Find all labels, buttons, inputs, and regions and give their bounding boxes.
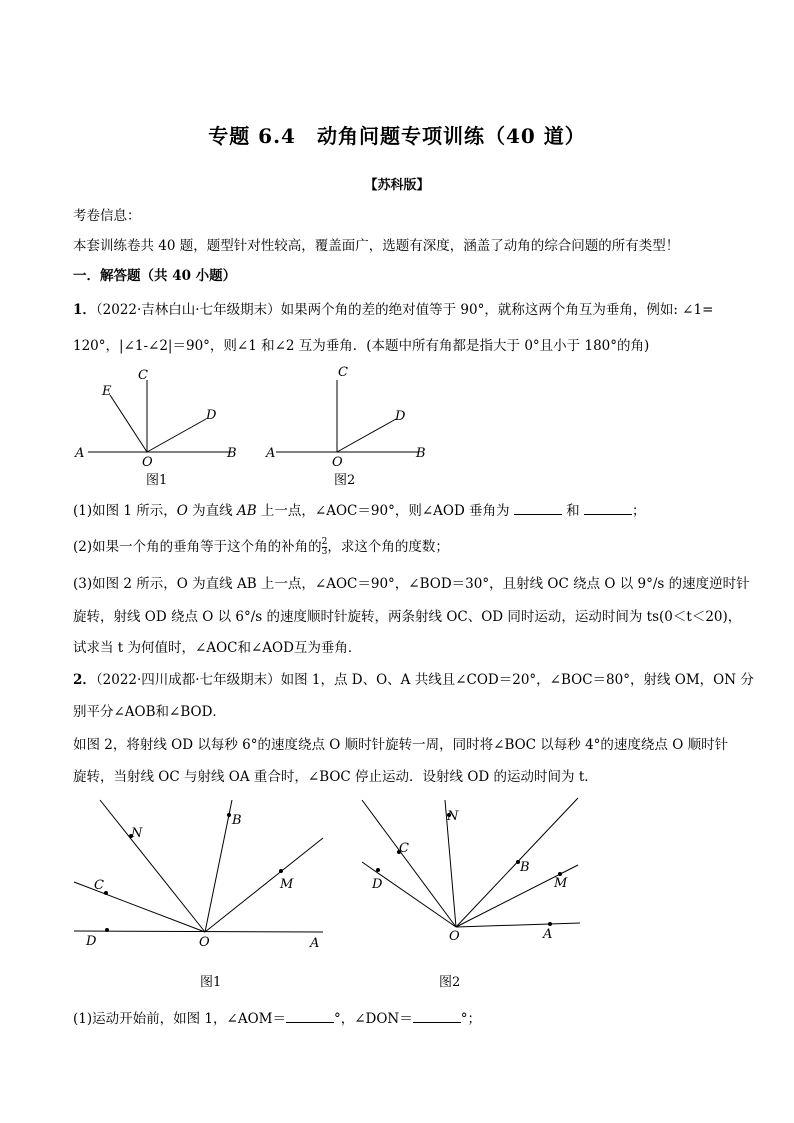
ray-oe-fig1 [110, 395, 147, 452]
q1-part1-text-c: 为直线 [187, 503, 237, 519]
q2-fig1-label-b: B [232, 813, 242, 828]
q2-fig1-label-c: C [94, 878, 104, 893]
q1-part3-line3: 试求当 t 为何值时，∠AOC和∠AOD互为垂角． [73, 640, 362, 656]
point-c-fig1 [104, 891, 108, 895]
q1-part3-line1: (3)如图 2 所示，O 为直线 AB 上一点，∠AOC＝90°，∠BOD＝30°，且射线 OC 绕点 O 以 9°/s 的速度逆时针 [73, 576, 750, 592]
ray-od-fig2 [337, 419, 396, 452]
ray-om-fig1 [205, 838, 323, 932]
fig1-label-b: B [227, 446, 237, 461]
q1-source: （2022·吉林白山·七年级期末） [95, 302, 281, 318]
fig1-label-a: A [75, 446, 85, 461]
fig1-label-c: C [138, 368, 148, 383]
q2-source: （2022·四川成都·七年级期末） [95, 672, 281, 688]
ray-od-fig2 [362, 862, 456, 927]
q2-part1-text-c: °； [460, 1011, 481, 1027]
q2-fig2-label-a: A [543, 927, 553, 942]
q2-part1-text-b: °，∠DON＝ [333, 1011, 413, 1027]
ray-oa-fig2 [456, 923, 580, 927]
edition-label: 【苏科版】 [364, 178, 430, 193]
q2-line2: 别平分∠AOB和∠BOD． [73, 704, 226, 720]
q2-figures [60, 790, 600, 990]
point-a-fig2 [548, 922, 552, 926]
q2-fig1-label-a: A [310, 936, 320, 951]
section-heading: 一．解答题（共 40 小题） [73, 268, 237, 284]
intro-text: 本套训练卷共 40 题，题型针对性较高，覆盖面广，选题有深度，涵盖了动角的综合问题的所有类型！ [73, 238, 680, 254]
info-label: 考卷信息： [73, 208, 141, 224]
q1-part1-text-a: (1)如图 1 所示， [73, 503, 177, 519]
q1-part2-text-a: (2)如果一个角的垂角等于这个角的补角的 [73, 539, 322, 555]
q1-part1-point: O [176, 503, 188, 519]
q1-part1-text-e: 上一点，∠AOC＝90°，则∠AOD 垂角为 [256, 503, 514, 519]
q2-fig1-label-o: O [199, 935, 210, 950]
q2-fig1-caption: 图1 [200, 975, 222, 990]
q2-fig2-label-d: D [372, 877, 383, 892]
q2-figure-1 [74, 800, 323, 932]
fraction-numerator: 2 [321, 537, 328, 547]
fig1-label-o: O [142, 455, 153, 470]
page-title: 专题 6.4 动角问题专项训练（40 道） [208, 124, 586, 148]
q2-line1 [73, 668, 754, 688]
q1-part1-text-g: ； [631, 503, 646, 519]
answer-blank-4[interactable] [413, 1010, 461, 1023]
fig1-label-d: D [206, 408, 217, 423]
q2-line4: 旋转，当射线 OC 与射线 OA 重合时，∠BOC 停止运动．设射线 OD 的运动时间为 t． [73, 769, 598, 785]
point-m-fig1 [279, 869, 283, 873]
q2-fig2-label-b: B [520, 860, 530, 875]
q1-part1-line: AB [236, 503, 257, 519]
answer-blank-2[interactable] [584, 502, 632, 515]
fig2-caption: 图2 [334, 473, 356, 488]
q1-part2 [73, 535, 449, 557]
answer-blank-3[interactable] [286, 1010, 334, 1023]
q1-part2-text-b: ，求这个角的度数； [327, 539, 449, 555]
q2-fig1-label-n: N [131, 826, 143, 841]
fig2-label-b: B [416, 446, 426, 461]
q1-part3-line2: 旋转，射线 OD 绕点 O 以 6°/s 的速度顺时针旋转，两条射线 OC、OD 同时运动，运动时间为 ts(0＜t＜20)， [73, 609, 742, 625]
q2-line3: 如图 2，将射线 OD 以每秒 6°的速度绕点 O 顺时针旋转一周，同时将∠BOC 以每秒 4°的速度绕点 O 顺时针 [73, 737, 729, 753]
q2-figure-2 [362, 798, 580, 927]
ray-od-oa-fig1 [74, 931, 323, 932]
q2-line1-text: 如图 1，点 D、O、A 共线且∠COD＝20°，∠BOC＝80°，射线 OM，ON 分 [280, 672, 754, 688]
q2-part1-text-a: (1)运动开始前，如图 1，∠AOM＝ [73, 1011, 286, 1027]
q1-figures [70, 360, 450, 490]
ray-od-fig1 [147, 419, 206, 452]
ray-ob-fig1 [205, 800, 232, 932]
q2-fig1-label-m: M [280, 877, 294, 892]
q2-fig2-label-c: C [399, 841, 409, 856]
q2-fig2-label-m: M [554, 876, 568, 891]
q2-fig2-label-n: N [447, 809, 459, 824]
answer-blank-1[interactable] [514, 502, 562, 515]
point-d-fig2 [376, 868, 380, 872]
fig2-label-c: C [338, 365, 348, 380]
point-b-fig1 [227, 813, 231, 817]
point-d-fig1 [105, 928, 109, 932]
fig2-label-o: O [332, 455, 343, 470]
q1-text-a: 如果两个角的差的绝对值等于 90°，就称这两个角互为垂角，例如: ∠1= [280, 302, 714, 318]
ray-oc-fig2 [362, 800, 456, 927]
q1-line1 [73, 298, 713, 318]
fig2-label-a: A [266, 446, 276, 461]
q2-fig2-label-o: O [449, 929, 460, 944]
fig2-label-d: D [395, 409, 406, 424]
q1-part1-text-f: 和 [561, 503, 584, 519]
fig1-caption: 图1 [146, 473, 168, 488]
q2-number: 2． [73, 672, 96, 688]
q1-line2: 120°，|∠1-∠2|＝90°，则∠1 和∠2 互为垂角．(本题中所有角都是指大于 0°且小于 180°的角) [73, 338, 650, 354]
q1-part1 [73, 499, 645, 519]
q2-fig1-label-d: D [86, 934, 97, 949]
fraction-denominator: 3 [321, 547, 328, 557]
q1-number: 1． [73, 302, 96, 318]
q2-part1 [73, 1007, 481, 1027]
fig1-label-e: E [102, 384, 112, 399]
q2-fig2-caption: 图2 [439, 975, 461, 990]
